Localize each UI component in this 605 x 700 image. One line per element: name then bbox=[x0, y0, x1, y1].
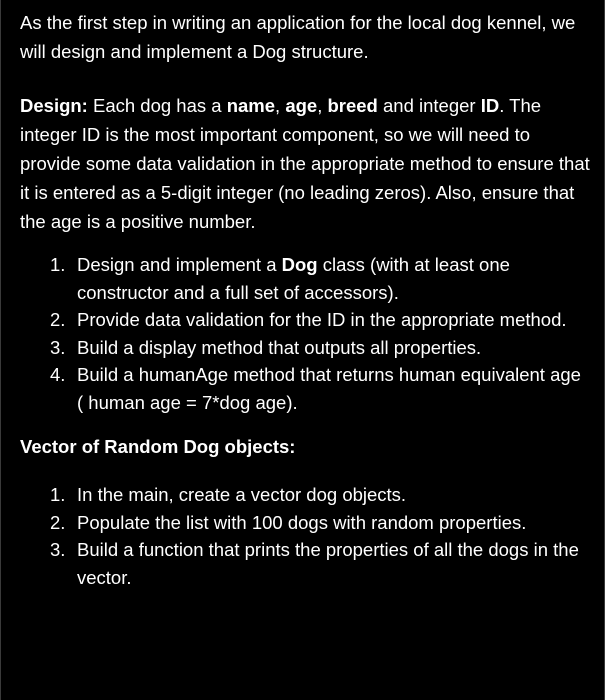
term-name: name bbox=[226, 95, 276, 116]
list-item-number: 2. bbox=[50, 511, 66, 533]
list-item-number: 4. bbox=[50, 364, 66, 385]
document-content bbox=[20, 8, 590, 591]
design-text-3: . The integer ID is the most important component, so we will need to provide some data validation in the appropriate method to ensure that it is entered as a 5-digit integer (no leading zeros). Also, ensure that the age is a positive number. bbox=[20, 95, 590, 232]
design-paragraph bbox=[20, 91, 590, 236]
design-label: Design: bbox=[20, 95, 88, 116]
list-item-number: 1. bbox=[50, 254, 66, 275]
list-item bbox=[20, 251, 590, 306]
intro-paragraph: As the first step in writing an application for the local dog kennel, we will design and implement a Dog structure. bbox=[20, 12, 576, 62]
requirements-list bbox=[20, 251, 590, 416]
term-dog: Dog bbox=[281, 254, 318, 275]
list-item bbox=[20, 509, 590, 537]
list-item-text: class (with at least one constructor and a full set of accessors). bbox=[77, 254, 510, 303]
list-item-number: 3. bbox=[50, 539, 66, 560]
list-item bbox=[20, 334, 590, 362]
design-comma-2: , bbox=[317, 95, 328, 116]
list-item-number: 1. bbox=[50, 484, 66, 505]
list-item-number: 2. bbox=[50, 309, 66, 330]
list-item-text: Populate the list with 100 dogs with random properties. bbox=[77, 511, 527, 533]
design-text-2: and integer bbox=[377, 95, 481, 116]
list-item-text: Design and implement a bbox=[77, 254, 282, 275]
list-item-text: Build a display method that outputs all properties. bbox=[77, 336, 482, 358]
list-item-text: In the main, create a vector dog objects. bbox=[77, 484, 407, 505]
list-item-text: Provide data validation for the ID in the appropriate method. bbox=[77, 309, 567, 330]
list-item bbox=[20, 481, 590, 509]
term-age: age bbox=[285, 95, 318, 116]
term-breed: breed bbox=[327, 95, 378, 116]
design-text-1: Each dog has a bbox=[87, 95, 227, 116]
list-item-number: 3. bbox=[50, 336, 66, 358]
list-item bbox=[20, 361, 590, 416]
list-item-text: Build a humanAge method that returns human equivalent age ( human age = 7*dog age). bbox=[77, 364, 581, 413]
design-comma-1: , bbox=[275, 95, 286, 116]
list-item bbox=[20, 536, 590, 591]
term-id: ID bbox=[480, 95, 500, 116]
list-item bbox=[20, 306, 590, 334]
section-title: Vector of Random Dog objects: bbox=[20, 436, 296, 457]
list-item-text: Build a function that prints the properties of all the dogs in the vector. bbox=[77, 539, 579, 588]
vector-tasks-list bbox=[20, 481, 590, 591]
